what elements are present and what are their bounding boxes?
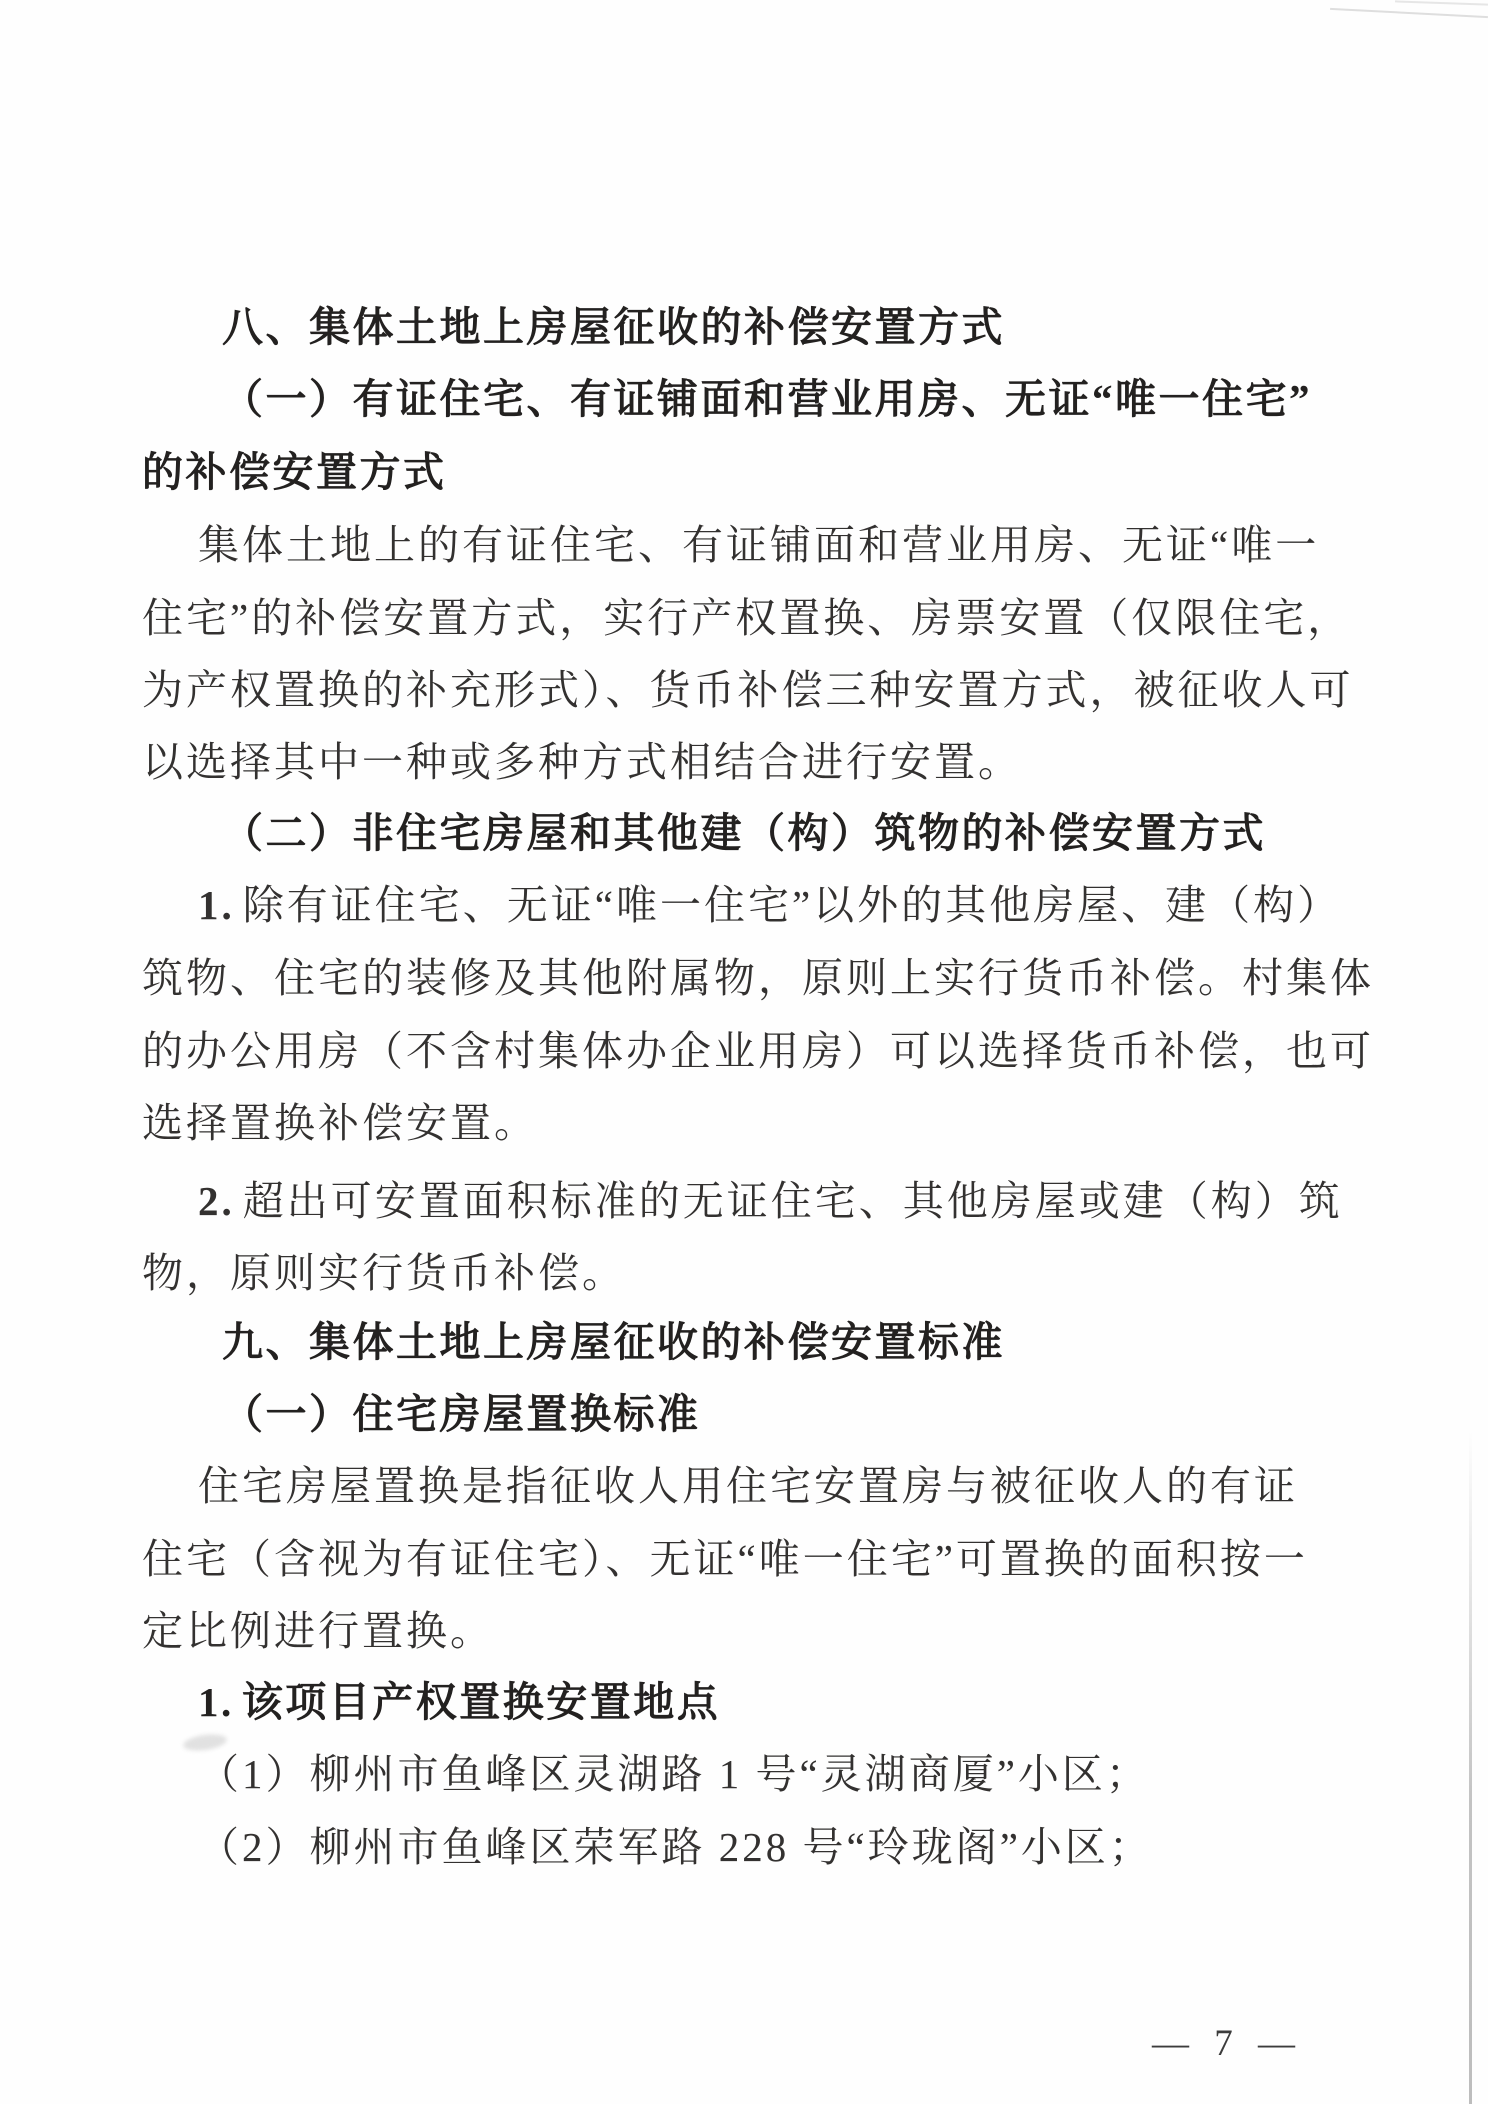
- body-line: 物，原则实行货币补偿。: [142, 1250, 626, 1296]
- item-text: 除有证住宅、无证“唯一住宅”以外的其他房屋、建（构）: [242, 882, 1342, 928]
- body-line: 为产权置换的补充形式）、货币补偿三种安置方式，被征收人可: [142, 667, 1354, 713]
- heading-sub-1-line1: （一）有证住宅、有证铺面和营业用房、无证“唯一住宅”: [222, 376, 1312, 422]
- body-line-location-1: （1）柳州市鱼峰区灵湖路 1 号“灵湖商厦”小区；: [198, 1751, 1150, 1797]
- body-line: 住宅”的补偿安置方式，实行产权置换、房票安置（仅限住宅，: [142, 595, 1352, 641]
- body-line: 的办公用房（不含村集体办企业用房）可以选择货币补偿，也可: [142, 1028, 1374, 1074]
- scan-edge-line-artifact: [1469, 1430, 1472, 2104]
- heading-section-9: 九、集体土地上房屋征收的补偿安置标准: [222, 1319, 1005, 1365]
- item-text: 该项目产权置换安置地点: [241, 1679, 721, 1725]
- body-line: 住宅房屋置换是指征收人用住宅安置房与被征收人的有证: [198, 1463, 1298, 1509]
- body-line-location-2: （2）柳州市鱼峰区荣军路 228 号“玲珑阁”小区；: [198, 1824, 1153, 1870]
- item-number: 1.: [198, 1679, 234, 1725]
- body-line-item-2: [142, 1177, 1343, 1225]
- heading-sub-1-line2: 的补偿安置方式: [142, 449, 447, 495]
- item-text: 超出可安置面积标准的无证住宅、其他房屋或建（构）筑: [242, 1178, 1343, 1224]
- heading-sub-2: （二）非住宅房屋和其他建（构）筑物的补偿安置方式: [222, 810, 1266, 856]
- heading-item-location: [142, 1678, 720, 1726]
- page-number: — 7 —: [1152, 2023, 1303, 2064]
- body-line: 集体土地上的有证住宅、有证铺面和营业用房、无证“唯一: [198, 522, 1320, 568]
- scan-corner-line-artifact: [1330, 8, 1488, 18]
- body-line-item-1: [142, 881, 1341, 929]
- item-number: 1.: [198, 882, 235, 928]
- heading-section-8: 八、集体土地上房屋征收的补偿安置方式: [222, 304, 1005, 350]
- body-line: 定比例进行置换。: [142, 1608, 494, 1654]
- body-line: 住宅（含视为有证住宅）、无证“唯一住宅”可置换的面积按一: [142, 1536, 1308, 1582]
- item-number: 2.: [198, 1178, 235, 1224]
- scan-corner-line-artifact: [1395, 0, 1488, 5]
- body-line: 筑物、住宅的装修及其他附属物，原则上实行货币补偿。村集体: [142, 955, 1374, 1001]
- heading-sub-1-std: （一）住宅房屋置换标准: [222, 1391, 701, 1437]
- body-line: 以选择其中一种或多种方式相结合进行安置。: [142, 739, 1022, 785]
- body-line: 选择置换补偿安置。: [142, 1100, 538, 1146]
